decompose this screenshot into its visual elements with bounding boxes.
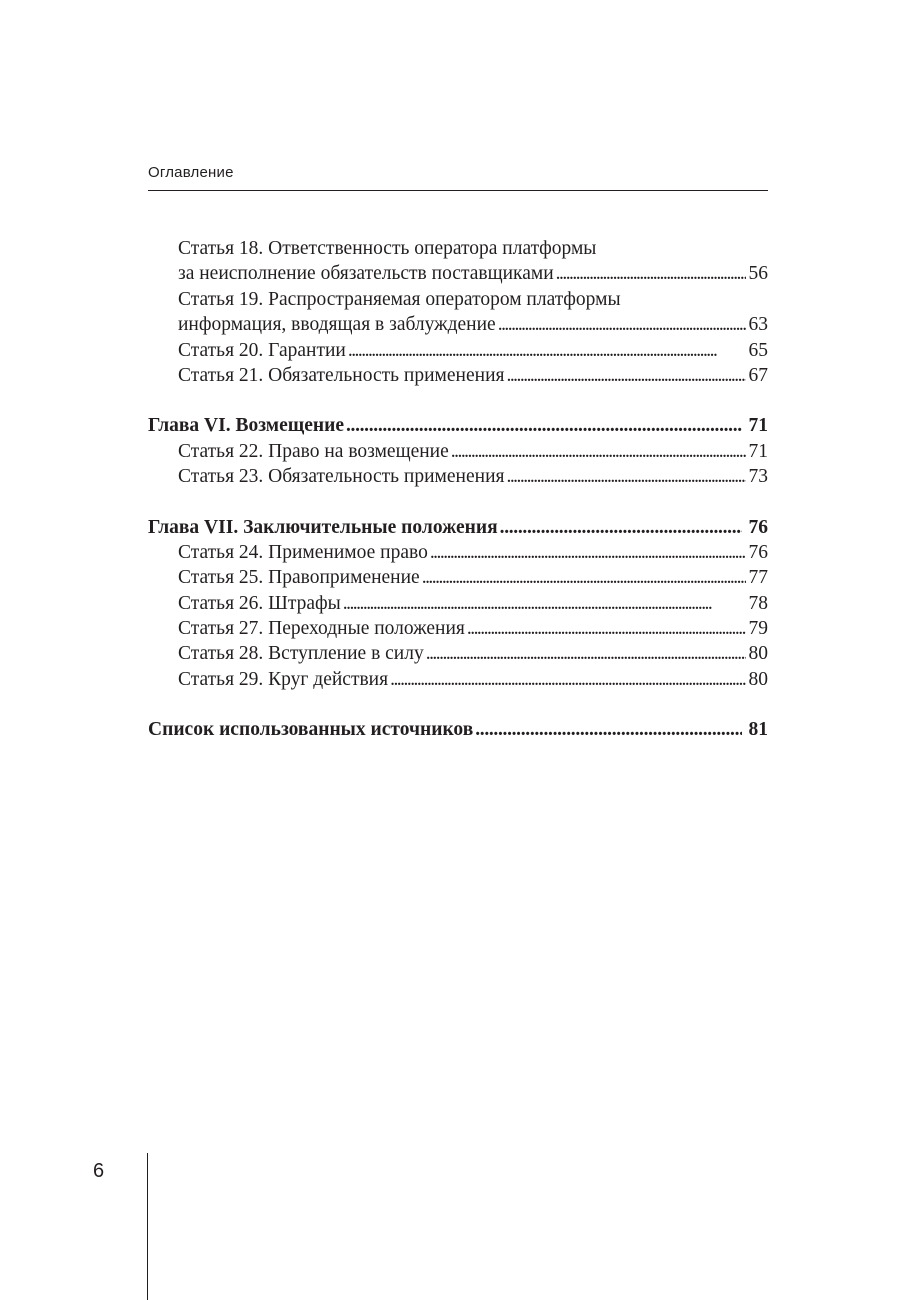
dot-leader [467,616,746,641]
toc-entry-title: Статья 27. Переходные положения [178,618,465,640]
margin-rule [147,1153,148,1300]
dot-leader [422,565,746,590]
toc-entry-article-24[interactable] [148,540,768,565]
toc-entry-article-18[interactable] [148,261,768,286]
toc-entry-article-27[interactable] [148,616,768,641]
toc-page-number: 76 [748,541,768,563]
running-title: Оглавление [148,164,234,181]
toc-entry-title: информация, вводящая в заблуждение [178,314,496,336]
toc-group-chapter-vii [148,515,768,693]
toc-page-number: 77 [748,567,768,589]
toc-entry-chapter-vii[interactable] [148,515,768,540]
toc-entry-title: Статья 26. Штрафы [178,592,341,614]
toc-entry-title: Статья 21. Обязательность применения [178,364,505,386]
dot-leader [346,413,742,438]
toc-group-chapter-v-continued [148,236,768,388]
toc-chapter-title: Список использованных источников [148,719,474,741]
toc-chapter-title: Глава VI. Возмещение [148,415,344,437]
toc-entry-article-22[interactable] [148,439,768,464]
toc-page-number: 79 [748,618,768,640]
toc-entry-article-28[interactable] [148,641,768,666]
dot-leader [506,363,745,388]
toc-entry-title: Статья 19. Распространяемая оператором платформы [178,288,621,310]
toc-entry-title: Статья 18. Ответственность оператора платформы [178,238,597,259]
toc-entry-title: Статья 29. Круг действия [178,668,389,690]
toc-page-number: 56 [748,263,768,285]
toc-entry-article-19-line1[interactable] [148,287,768,312]
toc-entry-title: Статья 22. Право на возмещение [178,440,449,462]
dot-leader [506,464,745,489]
toc-entry-article-20[interactable] [148,338,768,363]
toc-entry-article-19[interactable] [148,312,768,337]
page-number: 6 [93,1160,105,1182]
toc-entry-article-25[interactable] [148,565,768,590]
dot-leader [430,540,746,565]
toc-entry-title: Статья 25. Правоприменение [178,567,420,589]
toc-page-number: 65 [748,339,768,361]
toc-entry-article-29[interactable] [148,667,768,692]
dot-leader [500,515,742,540]
dot-leader [556,261,746,286]
header-rule [148,190,768,191]
toc-page-number: 63 [748,314,768,336]
toc-page-number: 73 [748,466,768,488]
toc-group-chapter-vi [148,413,768,489]
table-of-contents [148,236,768,768]
dot-leader [426,641,746,666]
dot-leader [390,667,745,692]
toc-entry-title: Статья 28. Вступление в силу [178,643,424,665]
toc-page-number: 71 [748,415,768,437]
toc-page-number: 78 [748,592,768,614]
toc-page-number: 80 [748,668,768,690]
dot-leader [498,312,746,337]
toc-page-number: 80 [748,643,768,665]
dot-leader [451,439,746,464]
toc-page-number: 81 [748,719,768,741]
toc-page-number: 67 [748,364,768,386]
toc-page-number: 76 [748,516,768,538]
toc-page-number: 71 [748,440,768,462]
dot-leader [343,591,746,616]
dot-leader [475,717,741,742]
toc-chapter-title: Глава VII. Заключительные положения [148,516,498,538]
toc-entry-chapter-vi[interactable] [148,413,768,438]
toc-entry-article-18-line1[interactable] [148,236,768,261]
toc-entry-article-23[interactable] [148,464,768,489]
toc-group-bibliography [148,717,768,742]
toc-entry-title: Статья 24. Применимое право [178,541,428,563]
toc-entry-article-26[interactable] [148,591,768,616]
toc-entry-bibliography[interactable] [148,717,768,742]
toc-entry-article-21[interactable] [148,363,768,388]
toc-entry-title: Статья 20. Гарантии [178,339,346,361]
toc-entry-title: Статья 23. Обязательность применения [178,466,505,488]
dot-leader [348,338,746,363]
toc-entry-title: за неисполнение обязательств поставщиками [178,263,554,285]
